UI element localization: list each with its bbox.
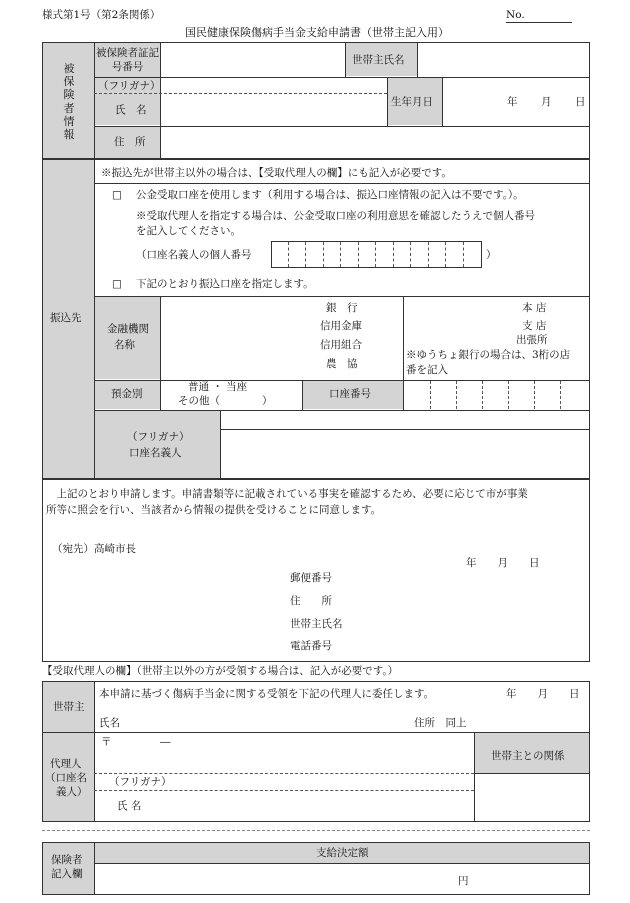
agent-label-2: （口座名 [45, 772, 87, 784]
holder-label: 口座名義人 [129, 447, 182, 459]
proxy-date[interactable]: 年 月 日 [506, 688, 580, 700]
birth-day-label: 日 [575, 96, 586, 108]
no-underline [506, 22, 572, 23]
institution-label-2: 名称 [114, 339, 135, 351]
decision-amount-field[interactable] [95, 864, 589, 894]
personal-number-field[interactable] [271, 241, 482, 268]
declaration-line1: 上記のとおり申請します。申請書類等に記載されている事実を確認するため、必要に応じて市が事業 [46, 488, 528, 500]
branch-type-1: 支 店 [522, 320, 547, 332]
relation-label: 世帯主との関係 [491, 750, 565, 762]
agent-label-3: 義人） [56, 786, 88, 798]
yucho-note-2: 番を記入 [406, 364, 448, 376]
address-label: 住 所 [114, 136, 146, 148]
holder-furigana-label: （フリガナ） [127, 431, 190, 443]
birth-year-label: 年 [507, 96, 518, 108]
declaration-householder-label: 世帯主氏名 [290, 618, 343, 630]
holder-label-bg [95, 411, 220, 478]
page-title: 国民健康保険傷病手当金支給申請書（世帯主記入用） [185, 26, 449, 39]
birthdate-label: 生年月日 [391, 96, 433, 108]
declaration-date[interactable]: 年 月 日 [466, 557, 540, 569]
deposit-type-label: 預金別 [111, 388, 143, 400]
insured-section-label: 被保険者情報 [63, 62, 75, 141]
yen-label: 円 [458, 875, 469, 887]
bank-type-0: 銀 行 [326, 302, 358, 314]
yucho-note-1: ※ゆうちょ銀行の場合は、3桁の店 [406, 349, 571, 361]
householder-name-field[interactable] [418, 43, 589, 76]
proxy-name-label: 氏名 [99, 717, 120, 729]
declaration-address-label: 住 所 [290, 595, 332, 607]
name-label: 氏 名 [115, 104, 147, 116]
deposit-types-2[interactable]: その他（ ） [178, 395, 273, 407]
account-number-field[interactable] [404, 381, 589, 409]
householder-name-label: 世帯主氏名 [352, 54, 405, 66]
agent-name-label: 氏 名 [117, 800, 142, 812]
deposit-types-1[interactable]: 普通 ・ 当座 [188, 381, 248, 393]
holder-furigana-field[interactable] [221, 411, 589, 429]
agent-label-1: 代理人 [50, 758, 82, 770]
branch-type-0: 本 店 [522, 302, 547, 314]
holder-name-field[interactable] [221, 430, 589, 478]
delegation-text: 本申請に基づく傷病手当金に関する受領を下記の代理人に委任します。 [99, 688, 435, 700]
transfer-note: ※振込先が世帯主以外の場合は、【受取代理人の欄】にも記入が必要です。 [101, 167, 452, 179]
insurer-label-1: 保険者 [51, 854, 83, 866]
declaration-line2: 所等に照会を行い、当該者から情報の提供を受けることに同意します。 [46, 504, 382, 516]
proxy-householder-label: 世帯主 [53, 701, 85, 713]
option2-label: 下記のとおり振込口座を指定します。 [136, 278, 314, 290]
branch-type-2: 出張所 [516, 334, 548, 346]
insured-furigana-field[interactable] [161, 78, 387, 93]
account-number-label: 口座番号 [329, 388, 371, 400]
bank-type-3: 農 協 [326, 358, 358, 370]
insurer-label-2: 記入欄 [51, 868, 83, 880]
agent-name-field[interactable] [95, 791, 474, 821]
birth-month-label: 月 [541, 96, 552, 108]
bank-type-2: 信用組合 [320, 339, 362, 351]
insured-address-field[interactable] [161, 127, 589, 158]
form-number: 様式第1号（第2条関係） [42, 9, 161, 21]
addressee: （宛先）高崎市長 [52, 543, 136, 555]
cut-line [42, 830, 590, 831]
institution-name-field[interactable] [161, 297, 402, 379]
no-label: No. [506, 9, 525, 21]
insured-name-field[interactable] [161, 94, 387, 125]
option1-checkbox[interactable]: □ [112, 189, 122, 201]
agent-address-field[interactable] [95, 733, 474, 773]
decision-label: 支給決定額 [316, 847, 369, 859]
proxy-address-same: 住所 同上 [414, 717, 467, 729]
phone-label: 電話番号 [290, 640, 332, 652]
option1-note-line1: ※受取代理人を指定する場合は、公金受取口座の利用意思を確認したうえで個人番号 [136, 210, 535, 222]
bank-type-1: 信用金庫 [320, 320, 362, 332]
card-number-field[interactable] [161, 43, 345, 76]
agent-furigana-label: （フリガナ） [109, 776, 172, 788]
personal-number-close: ） [486, 249, 497, 261]
relation-field[interactable] [475, 774, 589, 821]
card-number-label: 被保険者証記号番号 [96, 47, 159, 74]
personal-number-label: （口座名義人の個人番号 [136, 249, 252, 261]
transfer-section-label: 振込先 [50, 312, 82, 324]
postal-dash: ― [160, 736, 171, 748]
option2-checkbox[interactable]: □ [112, 278, 122, 290]
postal-mark: 〒 [101, 736, 112, 748]
option1-note-line2: を記入してください。 [136, 225, 241, 237]
postal-code-label: 郵便番号 [290, 572, 332, 584]
option1-label: 公金受取口座を使用します（利用する場合は、振込口座情報の記入は不要です。）。 [136, 189, 524, 201]
furigana-label: （フリガナ） [98, 80, 161, 92]
proxy-section-title: 【受取代理人の欄】（世帯主以外の方が受領する場合は、記入が必要です。） [42, 665, 399, 677]
institution-label-1: 金融機関 [107, 323, 149, 335]
